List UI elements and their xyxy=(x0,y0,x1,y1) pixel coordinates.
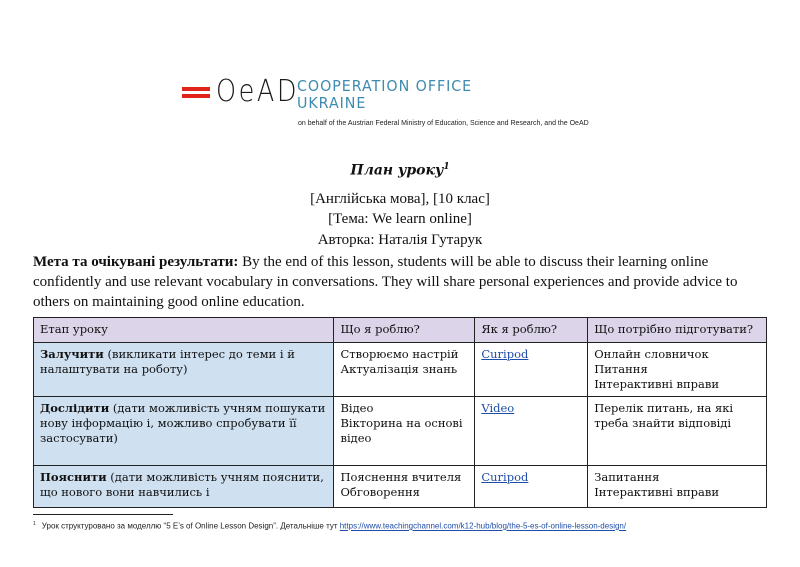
how-cell xyxy=(475,397,588,466)
prepare-item: Інтерактивні вправи xyxy=(594,485,719,499)
logo-office-line2: UKRAINE xyxy=(297,94,367,112)
prepare-item: Перелік питань, на які треба знайти відповіді xyxy=(594,401,734,430)
what-item: Актуалізація знань xyxy=(340,362,458,376)
what-item: Вікторина на основі відео xyxy=(340,416,463,445)
author-line: Авторка: Наталія Гутарук xyxy=(317,232,483,248)
page-title-text: План уроку xyxy=(350,162,444,179)
how-cell xyxy=(475,466,588,508)
what-cell xyxy=(334,466,475,508)
prepare-cell xyxy=(588,397,767,466)
table-row xyxy=(34,466,767,508)
footnote-mark: 1 xyxy=(33,521,36,527)
curipod-link[interactable]: Curipod xyxy=(481,470,529,484)
footnote-divider xyxy=(33,514,173,515)
page-title xyxy=(0,162,800,179)
goal-label: Мета та очікувані результати: xyxy=(33,254,239,270)
topic-line: [Тема: We learn online] xyxy=(328,211,472,227)
logo-office xyxy=(297,78,472,112)
what-cell xyxy=(334,397,475,466)
logo-behalf: on behalf of the Austrian Federal Ministry of Education, Science and Research, and the OeAD xyxy=(298,120,589,127)
prepare-cell xyxy=(588,466,767,508)
footnote-text: Урок структуровано за моделлю “5 E’s of Online Lesson Design”. Детальніше тут xyxy=(41,521,340,531)
curipod-link[interactable]: Curipod xyxy=(481,347,529,361)
table-row xyxy=(34,397,767,466)
stage-cell xyxy=(34,466,334,508)
oead-logo xyxy=(180,76,620,132)
goal-paragraph xyxy=(33,252,773,312)
header-stage: Етап уроку xyxy=(34,318,334,343)
prepare-cell xyxy=(588,343,767,397)
how-cell xyxy=(475,343,588,397)
lesson-plan-table xyxy=(33,317,767,508)
goal-text: By the end of this lesson, students will be able to discuss their learning online confidently and use relevant vocabulary in conversations. They will share personal experiences and provide advice to others on maintaining good online education. xyxy=(33,254,738,310)
table-header-row xyxy=(34,318,767,343)
prepare-item: Інтерактивні вправи xyxy=(594,377,719,391)
prepare-item: Запитання xyxy=(594,470,660,484)
what-item: Обговорення xyxy=(340,485,420,499)
what-item: Відео xyxy=(340,401,374,415)
stage-name: Пояснити xyxy=(40,470,107,484)
prepare-item: Онлайн словничок xyxy=(594,347,709,361)
footnote-link[interactable]: https://www.teachingchannel.com/k12-hub/blog/the-5-es-of-online-lesson-design/ xyxy=(339,521,627,531)
stage-description: (дати можливість учням пошукати нову інформацію і, можливо спробувати її застосувати) xyxy=(40,401,326,445)
what-item: Пояснення вчителя xyxy=(340,470,462,484)
stage-name: Залучити xyxy=(40,347,104,361)
stage-cell xyxy=(34,397,334,466)
subject-line: [Англійська мова], [10 клас] xyxy=(310,191,490,207)
header-how: Як я роблю? xyxy=(475,318,588,343)
header-prepare: Що потрібно підготувати? xyxy=(588,318,767,343)
stage-cell xyxy=(34,343,334,397)
prepare-item: Питання xyxy=(594,362,648,376)
stage-name: Дослідити xyxy=(40,401,110,415)
stage-description: (викликати інтерес до теми і й налаштувати на роботу) xyxy=(40,347,295,376)
video-link[interactable]: Video xyxy=(481,401,515,415)
stage-description: (дати можливість учням пояснити, що нового вони навчились і xyxy=(40,470,324,499)
title-footnote-mark: 1 xyxy=(443,162,450,172)
what-item: Створюємо настрій xyxy=(340,347,459,361)
logo-office-line1: COOPERATION OFFICE xyxy=(297,77,473,95)
what-cell xyxy=(334,343,475,397)
table-row xyxy=(34,343,767,397)
footnote xyxy=(33,521,626,531)
header-what: Що я роблю? xyxy=(334,318,475,343)
logo-brand: OeAD xyxy=(216,74,300,109)
austria-flag-icon xyxy=(182,87,210,101)
